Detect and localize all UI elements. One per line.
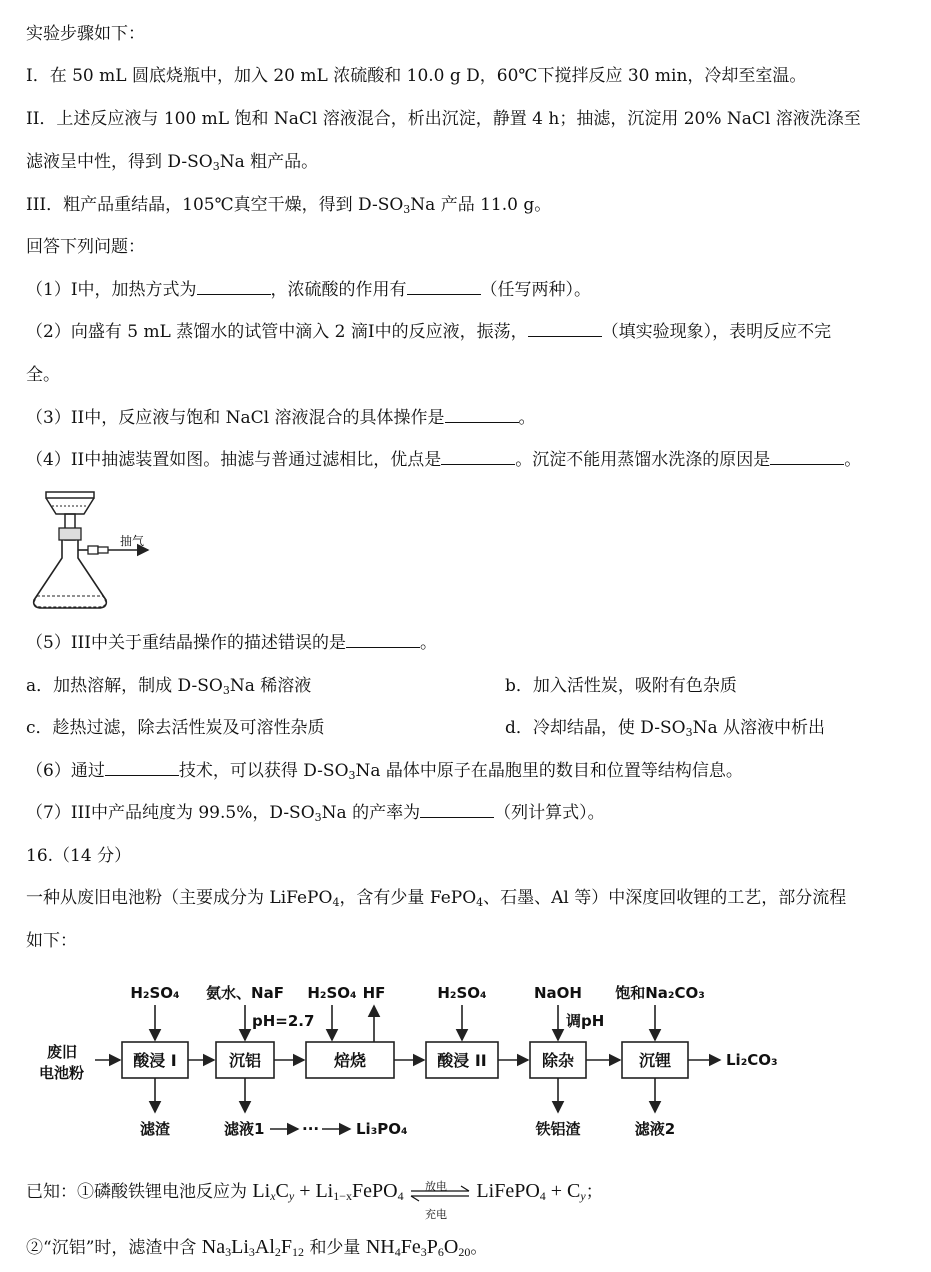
reagent-naoh: NaOH [534, 984, 582, 1002]
suction-filtration-apparatus [28, 488, 168, 616]
reagent-ph-note: pH=2.7 [252, 1012, 315, 1030]
question-1: （1）I中，加热方式为 ，浓硫酸的作用有 （任写两种）。 [26, 280, 592, 300]
process-box-label: 沉铝 [228, 1051, 262, 1070]
product-li3po4: Li₃PO₄ [356, 1120, 408, 1138]
step-1: I．在 50 mL 圆底烧瓶中，加入 20 mL 浓硫酸和 10.0 g D，60℃下搅拌反应 30 min，冷却至室温。 [26, 66, 807, 86]
question-7: （7）III中产品纯度为 99.5%，$D-SO_3Na$ 的产率为 （列计算式）。 [26, 803, 605, 824]
reagent-h2so4-2: H₂SO₄ [307, 984, 357, 1002]
filter-flask [34, 540, 107, 608]
residue-filtrate-2: 滤液2 [634, 1120, 676, 1138]
input-label-line-2: 电池粉 [39, 1064, 85, 1082]
question-4: （4）II中抽滤装置如图。抽滤与普通过滤相比，优点是 。沉淀不能用蒸馏水洗涤的原因是 。 [26, 450, 862, 470]
answer-blank [346, 631, 420, 648]
option-d: d．冷却结晶，使 $D-SO_3Na$ 从溶液中析出 [505, 718, 825, 739]
answer-blank [528, 320, 602, 337]
known-fact-1: 已知：①磷酸铁锂电池反应为 $Li_xC_y$ + $Li_{1-x}FePO_4$ 放电 充电 LiFePO$_4$ + $C_y$； [26, 1179, 603, 1221]
option-b: b．加入活性炭，吸附有色杂质 [505, 676, 737, 696]
output-product: Li₂CO₃ [726, 1051, 778, 1069]
residue-filter-cake: 滤渣 [139, 1120, 171, 1138]
process-box-label: 酸浸 II [437, 1051, 487, 1070]
answer-blank [770, 448, 844, 465]
step-2-line-1: II．上述反应液与 100 mL 饱和 NaCl 溶液混合，析出沉淀，静置 4 h；抽滤，沉淀用 20% NaCl 溶液洗涤至 [26, 109, 861, 129]
reagent-na2co3: 饱和Na₂CO₃ [615, 984, 705, 1002]
question-2-line-1: （2）向盛有 5 mL 蒸馏水的试管中滴入 2 滴I中的反应液，振荡， （填实验现象），表明反应不完 [26, 322, 832, 342]
answer-blank [445, 406, 519, 423]
option-a: a．加热溶解，制成 $D-SO_3Na$ 稀溶液 [26, 676, 312, 697]
known-fact-2: ②“沉铝”时，滤渣中含 $Na_3Li_3Al_2F_{12}$ 和少量 $NH_4Fe_3P_6O_{20}$。 [26, 1236, 488, 1259]
question-16-intro-line-2: 如下： [26, 931, 77, 951]
suction-label: 抽气 [120, 534, 145, 548]
answer-intro: 回答下列问题： [26, 237, 145, 257]
answer-blank [407, 278, 481, 295]
question-16-heading: 16.（14 分） [26, 846, 132, 866]
option-c: c．趁热过滤，除去活性炭及可溶性杂质 [26, 718, 325, 738]
ellipsis: ··· [302, 1120, 320, 1138]
byproduct-hf: HF [362, 984, 386, 1002]
residue-filtrate-1: 滤液1 [224, 1120, 265, 1138]
answer-blank [420, 801, 494, 818]
process-flow-diagram [0, 970, 931, 1150]
question-5: （5）III中关于重结晶操作的描述错误的是 。 [26, 633, 437, 653]
reagent-h2so4-3: H₂SO₄ [437, 984, 487, 1002]
question-2-line-2: 全。 [26, 365, 60, 385]
reagent-adjust-ph: 调pH [566, 1012, 605, 1030]
reagent-h2so4-1: H₂SO₄ [130, 984, 180, 1002]
question-3: （3）II中，反应液与饱和 NaCl 溶液混合的具体操作是 。 [26, 408, 536, 428]
step-3: III．粗产品重结晶，105℃真空干燥，得到 $D-SO_3Na$ 产品 11.0 g。 [26, 195, 552, 216]
question-6: （6）通过 技术，可以获得 $D-SO_3Na$ 晶体中原子在晶胞里的数目和位置等结构信息。 [26, 761, 743, 782]
process-box-label: 除杂 [541, 1051, 575, 1070]
answer-blank [105, 759, 179, 776]
input-label-line-1: 废旧 [47, 1043, 78, 1061]
stopper [59, 528, 81, 540]
process-box-label: 酸浸 I [133, 1051, 177, 1070]
step-2-line-2: 滤液呈中性，得到 $D-SO_3Na$ 粗产品。 [26, 152, 319, 173]
steps-intro: 实验步骤如下： [26, 24, 145, 44]
residue-iron-aluminum: 铁铝渣 [535, 1120, 581, 1138]
answer-blank [197, 278, 271, 295]
process-box-label: 焙烧 [333, 1051, 367, 1070]
process-box-label: 沉锂 [638, 1051, 672, 1070]
answer-blank [441, 448, 515, 465]
reagent-ammonia-naf: 氨水、NaF [206, 984, 284, 1002]
reversible-arrow: 放电 充电 [409, 1181, 471, 1205]
question-16-intro-line-1: 一种从废旧电池粉（主要成分为 LiFePO$_4$，含有少量 FePO$_4$、石墨、Al 等）中深度回收锂的工艺，部分流程 [26, 888, 847, 909]
